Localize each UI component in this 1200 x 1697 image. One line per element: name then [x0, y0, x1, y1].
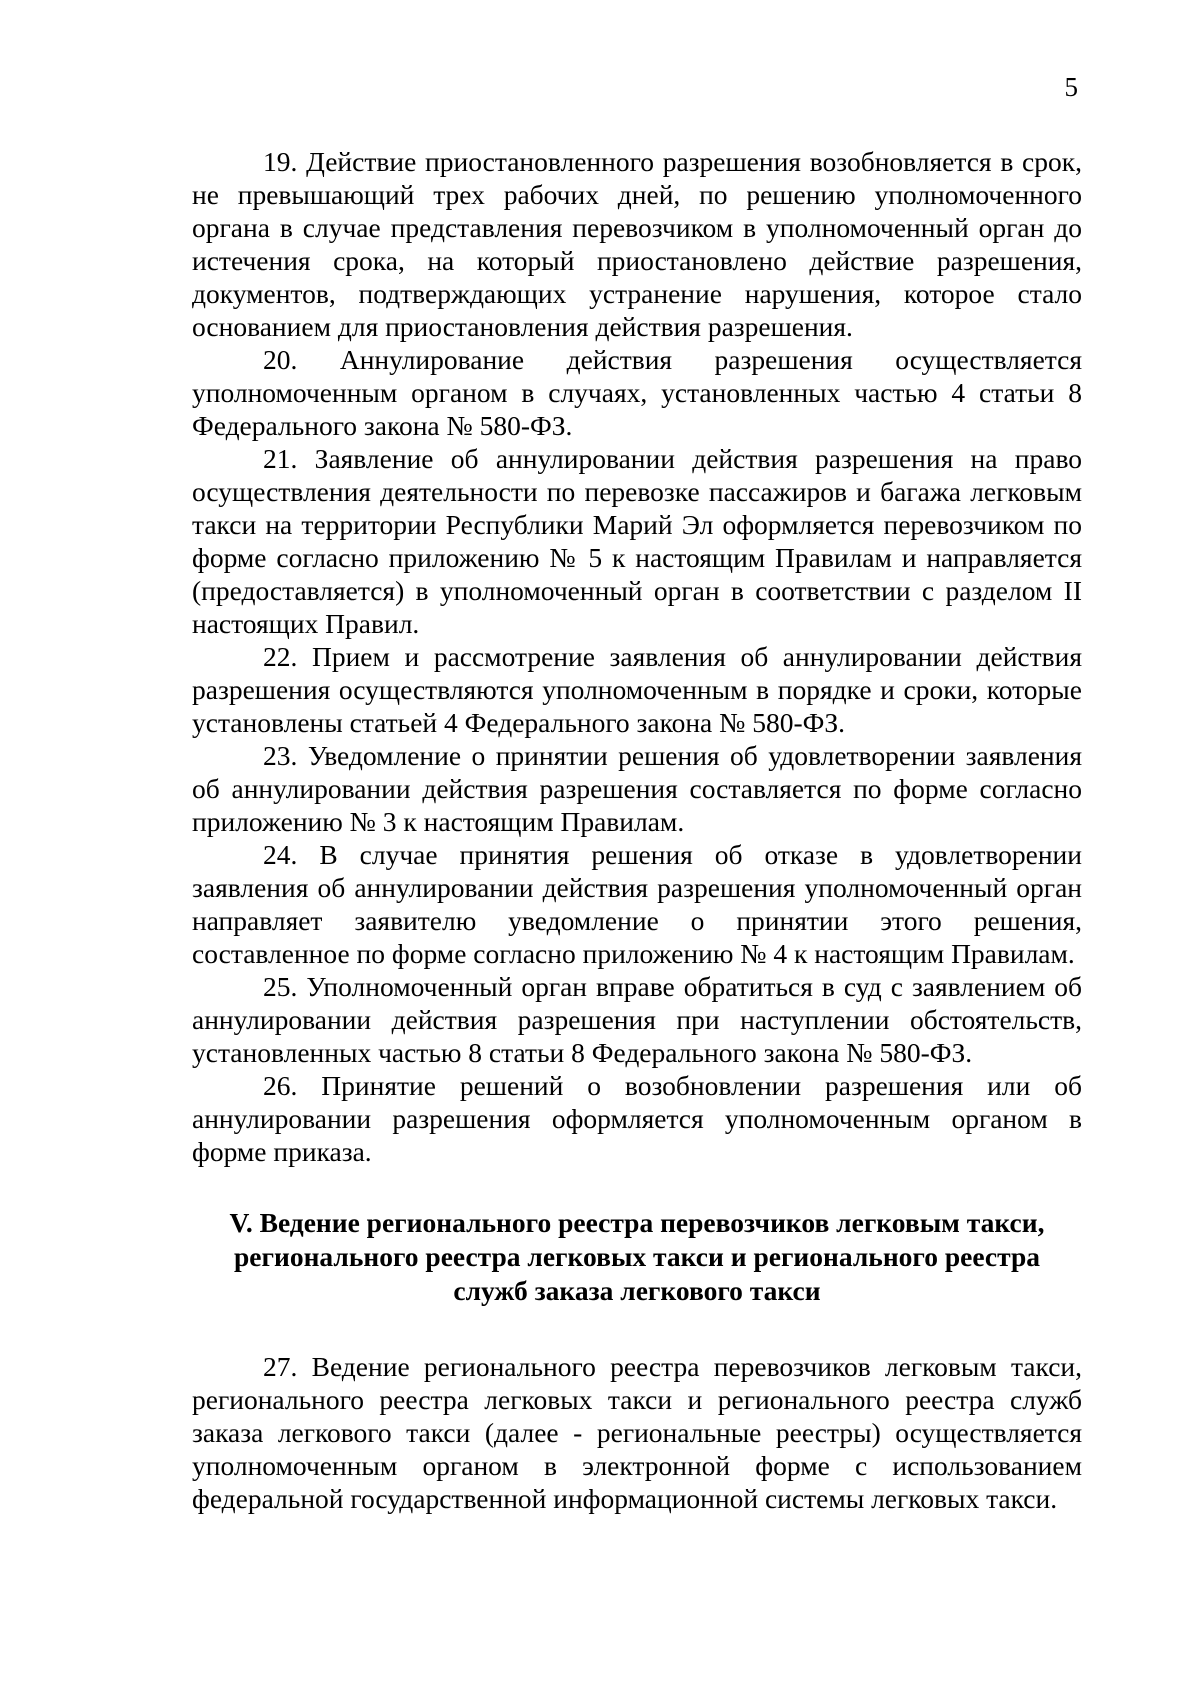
paragraph-26: 26. Принятие решений о возобновлении разрешения или об аннулировании разрешения оформляется уполномоченным органом в форме приказа.	[192, 1070, 1082, 1167]
paragraph-27: 27. Ведение регионального реестра перевозчиков легковым такси, регионального реестра легковых такси и регионального реестра служб заказа легкового такси (далее - региональные реестры) осуществляется уполномоченным органом в электронной форме с использованием федеральной государственной информационной системы легковых такси.	[192, 1351, 1082, 1514]
section-heading-line: регионального реестра легковых такси и регионального реестра	[234, 1241, 1040, 1272]
paragraph-19: 19. Действие приостановленного разрешения возобновляется в срок, не превышающий трех рабочих дней, по решению уполномоченного органа в случае представления перевозчиком в уполномоченный орган до истечения срока, на который приостановлено действие разрешения, документов, подтверждающих устранение нарушения, которое стало основанием для приостановления действия разрешения.	[192, 146, 1082, 342]
section-heading	[192, 1206, 1082, 1308]
section-heading-line: V. Ведение регионального реестра перевозчиков легковым такси,	[229, 1207, 1045, 1238]
paragraph-24: 24. В случае принятия решения об отказе в удовлетворении заявления об аннулировании действия разрешения уполномоченный орган направляет заявителю уведомление о принятии этого решения, составленное по форме согласно приложению № 4 к настоящим Правилам.	[192, 839, 1082, 969]
paragraph-22: 22. Прием и рассмотрение заявления об аннулировании действия разрешения осуществляются уполномоченным в порядке и сроки, которые установлены статьей 4 Федерального закона № 580-ФЗ.	[192, 641, 1082, 738]
document-body	[192, 145, 1082, 1515]
page-number: 5	[1064, 72, 1078, 102]
section-heading-line: служб заказа легкового такси	[453, 1275, 821, 1306]
paragraph-21: 21. Заявление об аннулировании действия разрешения на право осуществления деятельности по перевозке пассажиров и багажа легковым такси на территории Республики Марий Эл оформляется перевозчиком по форме согласно приложению № 5 к настоящим Правилам и направляется (предоставляется) в уполномоченный орган в соответствии с разделом II настоящих Правил.	[192, 443, 1082, 639]
paragraph-20: 20. Аннулирование действия разрешения осуществляется уполномоченным органом в случаях, установленных частью 4 статьи 8 Федерального закона № 580-ФЗ.	[192, 344, 1082, 441]
paragraph-23: 23. Уведомление о принятии решения об удовлетворении заявления об аннулировании действия разрешения составляется по форме согласно приложению № 3 к настоящим Правилам.	[192, 740, 1082, 837]
paragraph-25: 25. Уполномоченный орган вправе обратиться в суд с заявлением об аннулировании действия разрешения при наступлении обстоятельств, установленных частью 8 статьи 8 Федерального закона № 580-ФЗ.	[192, 971, 1082, 1068]
